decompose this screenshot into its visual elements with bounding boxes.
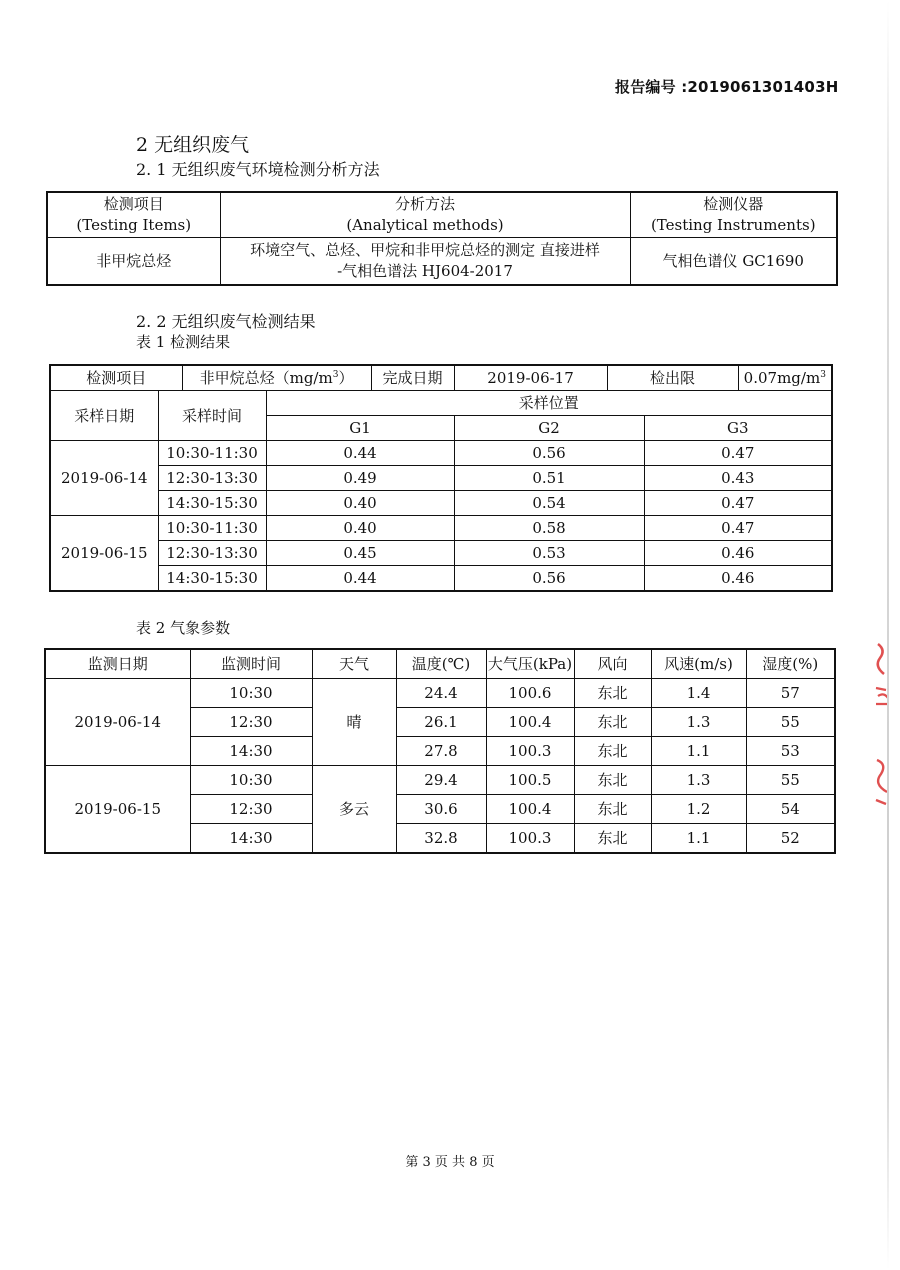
table-row (50, 466, 832, 491)
header-en: (Testing Items) (76, 216, 192, 234)
monitor-time: 12:30 (190, 708, 312, 737)
value-g1: 0.44 (266, 566, 454, 592)
table2-caption: 表 2 气象参数 (136, 619, 231, 637)
header-testing-items (47, 192, 220, 238)
temperature: 29.4 (396, 766, 486, 795)
humidity: 52 (746, 824, 835, 854)
wind-speed: 1.3 (651, 708, 746, 737)
value-g2: 0.58 (454, 516, 644, 541)
header-testing-instruments (630, 192, 837, 238)
value-g2: 0.51 (454, 466, 644, 491)
value-g2: 0.56 (454, 566, 644, 592)
table-row (45, 679, 835, 708)
wind-direction: 东北 (574, 795, 651, 824)
subsection-methods-title: 2. 1 无组织废气环境检测分析方法 (136, 160, 380, 179)
humidity: 55 (746, 766, 835, 795)
pressure: 100.6 (486, 679, 574, 708)
sampling-time: 12:30-13:30 (158, 541, 266, 566)
sampling-date: 2019-06-14 (50, 441, 158, 516)
table-row (50, 566, 832, 592)
col-sampling-position: 采样位置 (266, 391, 832, 416)
pressure: 100.3 (486, 737, 574, 766)
table-row (50, 541, 832, 566)
table-row (50, 491, 832, 516)
site-g2: G2 (454, 416, 644, 441)
col-monitor-time: 监测时间 (190, 649, 312, 679)
method-table (46, 191, 838, 286)
value-g1: 0.40 (266, 491, 454, 516)
wind-speed: 1.4 (651, 679, 746, 708)
header-analytical-methods (220, 192, 630, 238)
col-temperature: 温度(℃) (396, 649, 486, 679)
pressure: 100.3 (486, 824, 574, 854)
testing-item-cell: 非甲烷总烃 (47, 238, 220, 286)
header-en: (Analytical methods) (346, 216, 504, 234)
monitor-time: 10:30 (190, 766, 312, 795)
results-table (49, 364, 833, 592)
monitor-date: 2019-06-14 (45, 679, 190, 766)
item-value-close: ） (338, 369, 354, 387)
table-row (50, 441, 832, 466)
header-en: (Testing Instruments) (650, 216, 816, 234)
value-g2: 0.56 (454, 441, 644, 466)
humidity: 55 (746, 708, 835, 737)
header-cn: 分析方法 (394, 195, 455, 213)
value-g3: 0.46 (644, 566, 832, 592)
value-g2: 0.54 (454, 491, 644, 516)
col-sampling-date: 采样日期 (50, 391, 158, 441)
report-number: 报告编号 :2019061301403H (615, 78, 839, 96)
monitor-time: 14:30 (190, 824, 312, 854)
humidity: 57 (746, 679, 835, 708)
value-g3: 0.47 (644, 516, 832, 541)
finish-value: 2019-06-17 (454, 365, 607, 391)
table-row (45, 766, 835, 795)
temperature: 30.6 (396, 795, 486, 824)
page-edge (887, 0, 889, 1270)
item-label: 检测项目 (50, 365, 182, 391)
sampling-time: 14:30-15:30 (158, 491, 266, 516)
results-info-row (50, 365, 832, 391)
section-title: 2 无组织废气 (136, 134, 250, 156)
value-g3: 0.47 (644, 491, 832, 516)
col-weather: 天气 (312, 649, 396, 679)
sampling-date: 2019-06-15 (50, 516, 158, 592)
monitor-date: 2019-06-15 (45, 766, 190, 854)
weather-table (44, 648, 836, 854)
col-wind-speed: 风速(m/s) (651, 649, 746, 679)
subsection-results-title: 2. 2 无组织废气检测结果 (136, 312, 316, 331)
sampling-time: 10:30-11:30 (158, 516, 266, 541)
method-table-header (47, 192, 837, 238)
method-table-row (47, 238, 837, 286)
monitor-time: 14:30 (190, 737, 312, 766)
col-wind-direction: 风向 (574, 649, 651, 679)
header-cn: 检测项目 (103, 195, 164, 213)
site-g3: G3 (644, 416, 832, 441)
weather-condition: 多云 (312, 766, 396, 854)
col-sampling-time: 采样时间 (158, 391, 266, 441)
wind-speed: 1.2 (651, 795, 746, 824)
value-g1: 0.49 (266, 466, 454, 491)
wind-speed: 1.1 (651, 824, 746, 854)
value-g3: 0.47 (644, 441, 832, 466)
monitor-time: 12:30 (190, 795, 312, 824)
wind-speed: 1.1 (651, 737, 746, 766)
temperature: 32.8 (396, 824, 486, 854)
humidity: 53 (746, 737, 835, 766)
wind-direction: 东北 (574, 766, 651, 795)
limit-value-sup: 3 (820, 370, 826, 380)
sampling-time: 10:30-11:30 (158, 441, 266, 466)
site-g1: G1 (266, 416, 454, 441)
method-line-1: 环境空气、总烃、甲烷和非甲烷总烃的测定 直接进样 (250, 241, 600, 259)
temperature: 24.4 (396, 679, 486, 708)
monitor-time: 10:30 (190, 679, 312, 708)
method-cell (220, 238, 630, 286)
temperature: 27.8 (396, 737, 486, 766)
finish-label: 完成日期 (371, 365, 454, 391)
method-line-2: -气相色谱法 HJ604-2017 (337, 262, 513, 280)
value-g3: 0.46 (644, 541, 832, 566)
value-g1: 0.40 (266, 516, 454, 541)
value-g1: 0.44 (266, 441, 454, 466)
page-footer: 第 3 页 共 8 页 (405, 1155, 495, 1170)
wind-direction: 东北 (574, 737, 651, 766)
weather-header-row (45, 649, 835, 679)
item-value-text: 非甲烷总烃（mg/m (199, 369, 333, 387)
value-g3: 0.43 (644, 466, 832, 491)
limit-value-text: 0.07mg/m (743, 369, 821, 387)
sampling-time: 14:30-15:30 (158, 566, 266, 592)
limit-value (738, 365, 832, 391)
wind-direction: 东北 (574, 708, 651, 737)
pressure: 100.4 (486, 795, 574, 824)
instrument-cell: 气相色谱仪 GC1690 (630, 238, 837, 286)
table1-caption: 表 1 检测结果 (136, 333, 231, 351)
temperature: 26.1 (396, 708, 486, 737)
sampling-time: 12:30-13:30 (158, 466, 266, 491)
header-cn: 检测仪器 (703, 195, 764, 213)
results-header-row (50, 391, 832, 416)
seal-stamp-edge (872, 640, 894, 820)
pressure: 100.5 (486, 766, 574, 795)
wind-direction: 东北 (574, 824, 651, 854)
table-row (50, 516, 832, 541)
limit-label: 检出限 (607, 365, 738, 391)
weather-condition: 晴 (312, 679, 396, 766)
col-humidity: 湿度(%) (746, 649, 835, 679)
value-g1: 0.45 (266, 541, 454, 566)
wind-direction: 东北 (574, 679, 651, 708)
value-g2: 0.53 (454, 541, 644, 566)
col-pressure: 大气压(kPa) (486, 649, 574, 679)
item-value-sup: 3 (332, 370, 339, 380)
col-monitor-date: 监测日期 (45, 649, 190, 679)
humidity: 54 (746, 795, 835, 824)
pressure: 100.4 (486, 708, 574, 737)
wind-speed: 1.3 (651, 766, 746, 795)
item-value (182, 365, 371, 391)
